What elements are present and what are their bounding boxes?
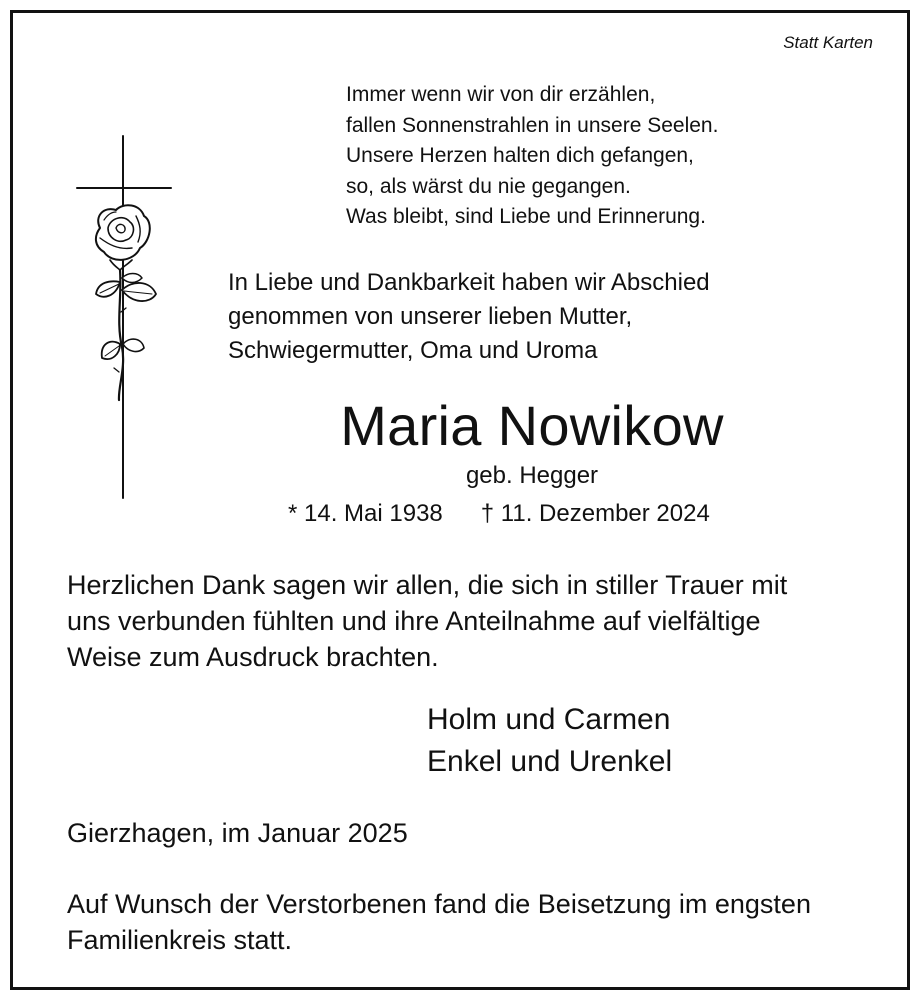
family-line: Enkel und Urenkel	[427, 745, 673, 778]
poem-line: Unsere Herzen halten dich gefangen,	[346, 144, 694, 167]
deceased-name: Maria Nowikow	[340, 394, 724, 457]
thanks-line: uns verbunden fühlten und ihre Anteilnahme auf vielfältige	[67, 606, 761, 636]
intro-line: Schwiegermutter, Oma und Uroma	[228, 337, 598, 364]
life-dates	[288, 498, 710, 530]
family-signature	[427, 699, 672, 783]
death-date: † 11. Dezember 2024	[480, 500, 710, 527]
poem-line: Immer wenn wir von dir erzählen,	[346, 83, 656, 106]
statt-karten-note: Statt Karten	[783, 33, 873, 52]
family-line: Holm und Carmen	[427, 703, 671, 736]
thanks-line: Herzlichen Dank sagen wir allen, die sich in stiller Trauer mit	[67, 570, 788, 600]
intro-line: genommen von unserer lieben Mutter,	[228, 303, 633, 330]
poem-line: Was bleibt, sind Liebe und Erinnerung.	[346, 205, 706, 228]
burial-notice	[67, 886, 811, 958]
poem-line: so, als wärst du nie gegangen.	[346, 174, 631, 198]
poem-line: fallen Sonnenstrahlen in unsere Seelen.	[346, 113, 719, 137]
birth-name: geb. Hegger	[465, 462, 599, 489]
intro-line: In Liebe und Dankbarkeit haben wir Abschied	[228, 269, 710, 296]
thanks-text	[67, 567, 787, 675]
birth-date: * 14. Mai 1938	[288, 500, 443, 527]
poem	[346, 80, 718, 233]
intro-text	[228, 266, 710, 368]
thanks-line: Weise zum Ausdruck brachten.	[67, 642, 439, 672]
notice-line: Auf Wunsch der Verstorbenen fand die Beisetzung im engsten	[67, 889, 811, 919]
notice-line: Familienkreis statt.	[67, 925, 293, 955]
place-date: Gierzhagen, im Januar 2025	[67, 818, 408, 848]
